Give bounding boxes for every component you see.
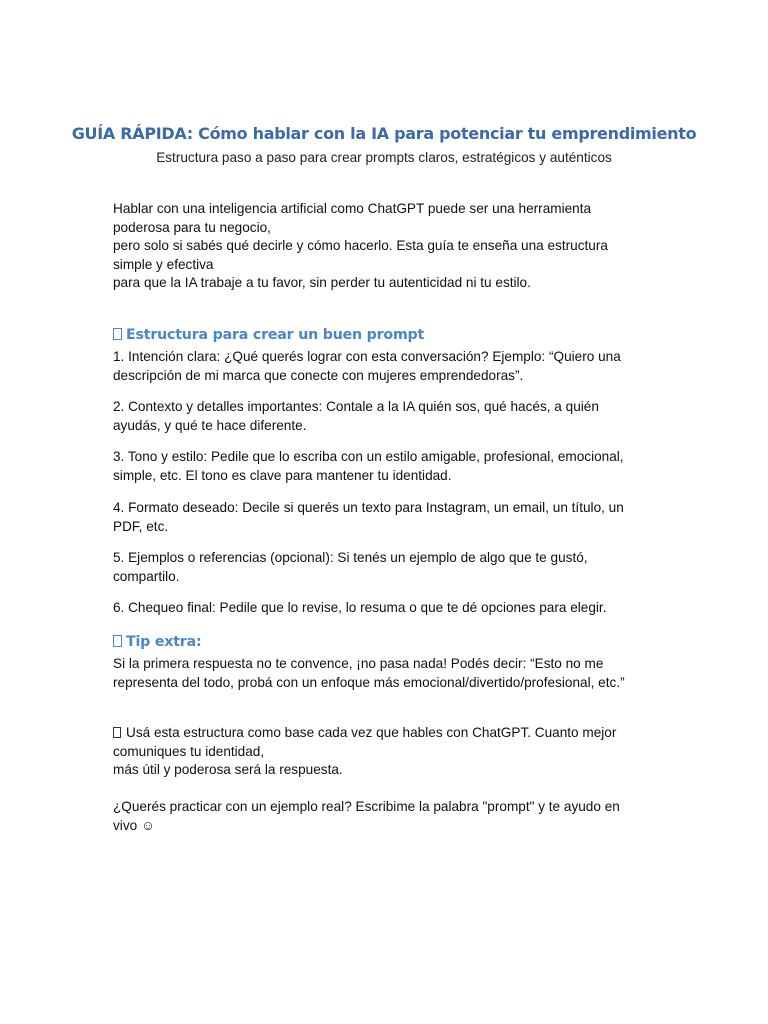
step-line: 2. Contexto y detalles importantes: Contale a la IA quién sos, qué hacés, a quién: [113, 399, 599, 414]
step-line: PDF, etc.: [113, 518, 169, 534]
step-line: compartilo.: [113, 568, 180, 584]
step-line: 5. Ejemplos o referencias (opcional): Si tenés un ejemplo de algo que te gustó,: [113, 550, 588, 565]
intro-line: para que la IA trabaje a tu favor, sin perder tu autenticidad ni tu estilo.: [113, 275, 531, 290]
step-item: [113, 599, 653, 618]
step-line: 1. Intención clara: ¿Qué querés lograr con esta conversación? Ejemplo: “Quiero una: [113, 349, 621, 364]
structure-heading-text: Estructura para crear un buen prompt: [126, 327, 425, 343]
page-title: GUÍA RÁPIDA: Cómo hablar con la IA para potenciar tu emprendimiento: [71, 124, 697, 143]
closing-line: comuniques tu identidad,: [113, 743, 265, 759]
closing-line: Usá esta estructura como base cada vez que hables con ChatGPT. Cuanto mejor: [113, 724, 653, 743]
step-line: simple, etc. El tono es clave para mantener tu identidad.: [113, 467, 452, 483]
tip-line: representa del todo, probá con un enfoque más emocional/divertido/profesional, etc.”: [113, 674, 625, 690]
step-line: 6. Chequeo final: Pedile que lo revise, lo resuma o que te dé opciones para elegir.: [113, 600, 607, 615]
tip-heading: [113, 634, 201, 650]
intro-line: poderosa para tu negocio,: [113, 219, 271, 235]
tip-paragraph: [113, 655, 653, 692]
step-item: [113, 398, 653, 435]
missing-glyph-icon: [113, 635, 122, 647]
closing-paragraph: [113, 724, 653, 780]
step-line: 4. Formato deseado: Decile si querés un texto para Instagram, un email, un título, un: [113, 500, 624, 515]
intro-line: simple y efectiva: [113, 256, 214, 272]
tip-heading-text: Tip extra:: [126, 634, 202, 650]
page-subtitle: Estructura paso a paso para crear prompts claros, estratégicos y auténticos: [156, 150, 612, 165]
cta-paragraph: [113, 798, 653, 835]
cta-line: ¿Querés practicar con un ejemplo real? Escribime la palabra "prompt" y te ayudo en: [113, 799, 620, 814]
structure-heading: [113, 327, 424, 343]
missing-glyph-icon: [113, 727, 121, 738]
step-item: [113, 549, 653, 586]
step-item: [113, 348, 653, 385]
step-line: 3. Tono y estilo: Pedile que lo escriba con un estilo amigable, profesional, emocional,: [113, 449, 624, 464]
step-item: [113, 499, 653, 536]
intro-line: pero solo si sabés qué decirle y cómo hacerlo. Esta guía te enseña una estructura: [113, 238, 608, 253]
step-item: [113, 448, 653, 485]
closing-line: más útil y poderosa será la respuesta.: [113, 762, 343, 777]
intro-paragraph: [113, 200, 653, 293]
missing-glyph-icon: [113, 328, 122, 340]
step-line: descripción de mi marca que conecte con mujeres emprendedoras”.: [113, 367, 524, 383]
step-line: ayudás, y qué te hace diferente.: [113, 417, 307, 433]
intro-line: Hablar con una inteligencia artificial como ChatGPT puede ser una herramienta: [113, 201, 592, 216]
cta-line: vivo ☺: [113, 817, 155, 833]
tip-line: Si la primera respuesta no te convence, ¡no pasa nada! Podés decir: “Esto no me: [113, 656, 604, 671]
